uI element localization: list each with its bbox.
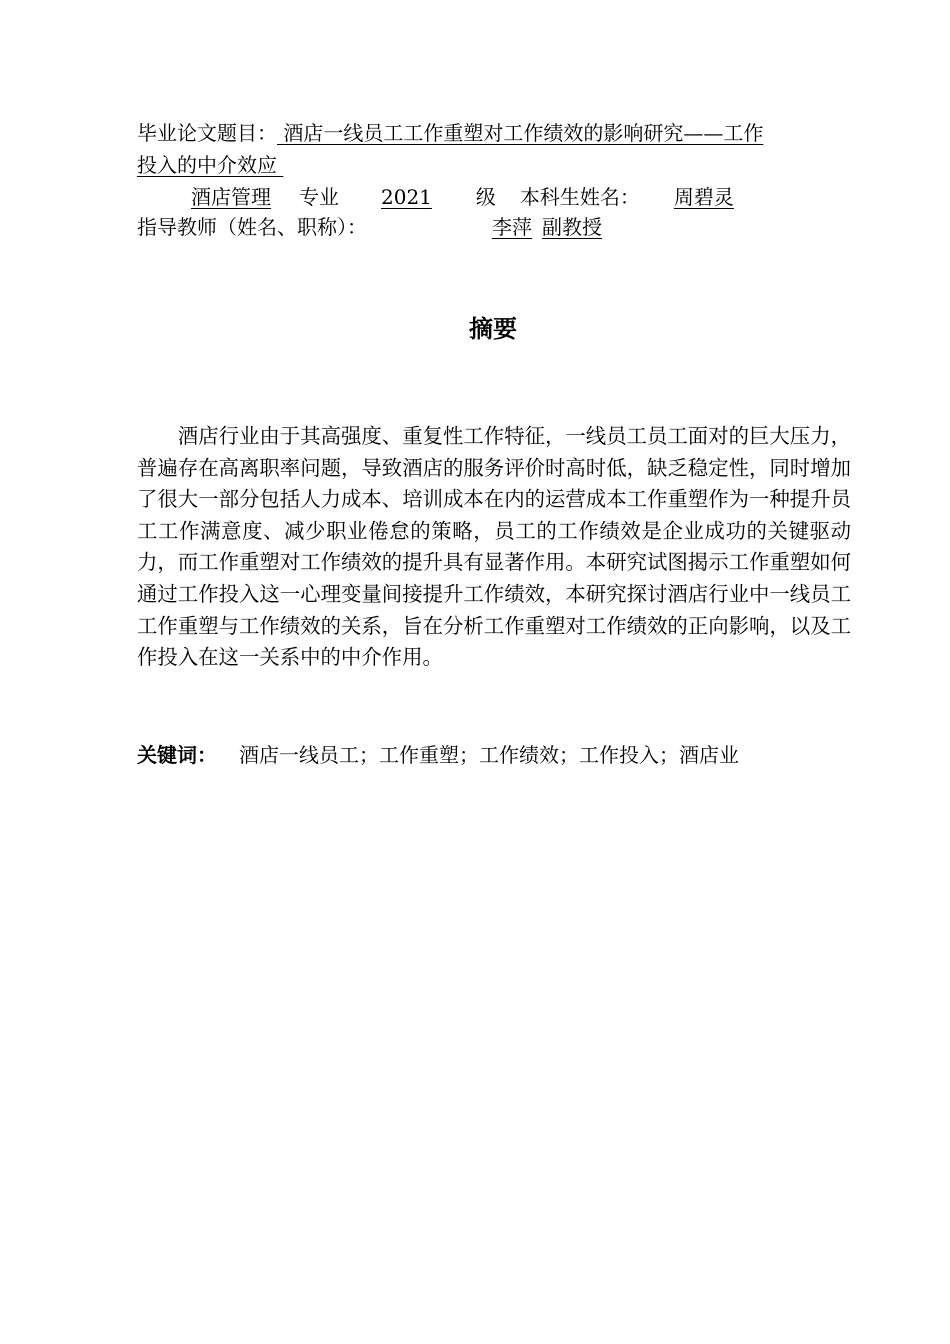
thesis-title-label: 毕业论文题目： bbox=[137, 121, 277, 145]
major-value: 酒店管理 bbox=[191, 185, 271, 209]
thesis-title-continuation bbox=[137, 150, 283, 180]
advisor-value bbox=[367, 215, 610, 239]
year-label: 级 bbox=[475, 185, 496, 209]
student-name-value: 周碧灵 bbox=[673, 185, 734, 209]
thesis-title-line bbox=[137, 118, 763, 148]
abstract-body: 酒店行业由于其高强度、重复性工作特征，一线员工员工面对的巨大压力，普遍存在高离职率问题，导致酒店的服务评价时高时低，缺乏稳定性，同时增加了很大一部分包括人力成本、培训成本在内的运营成本工作重塑作为一种提升员工工作满意度、减少职业倦怠的策略，员工的工作绩效是企业成功的关键驱动力，而工作重塑对工作绩效的提升具有显著作用。本研究试图揭示工作重塑如何通过工作投入这一心理变量间接提升工作绩效，本研究探讨酒店行业中一线员工工作重塑与工作绩效的关系，旨在分析工作重塑对工作绩效的正向影响，以及工作投入在这一关系中的中介作用。 bbox=[137, 424, 851, 670]
student-info-line bbox=[137, 182, 740, 212]
keywords-label: 关键词： bbox=[137, 743, 217, 767]
keywords-line bbox=[137, 740, 739, 770]
student-name-label: 本科生姓名： bbox=[519, 185, 640, 209]
thesis-title-part2: 投入的中介效应 bbox=[137, 153, 277, 177]
advisor-name: 李萍 bbox=[492, 215, 532, 239]
advisor-info-line bbox=[137, 212, 610, 242]
thesis-title-part1: 酒店一线员工工作重塑对工作绩效的影响研究——工作 bbox=[283, 121, 764, 145]
major-label: 专业 bbox=[299, 185, 339, 209]
advisor-title: 副教授 bbox=[542, 215, 602, 239]
abstract-heading: 摘要 bbox=[469, 315, 517, 343]
advisor-label: 指导教师（姓名、职称）： bbox=[137, 215, 367, 239]
year-value: 2021 bbox=[381, 185, 432, 209]
keywords-value: 酒店一线员工；工作重塑；工作绩效；工作投入；酒店业 bbox=[239, 743, 739, 767]
